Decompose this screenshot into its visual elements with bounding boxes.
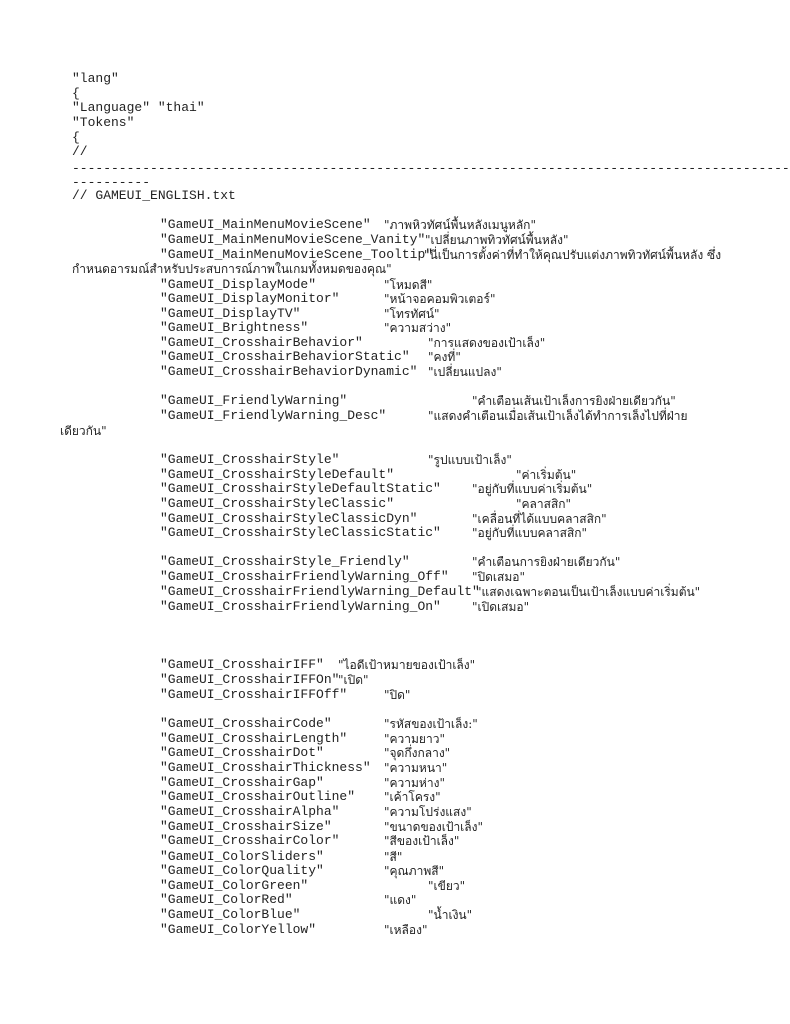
tokens-line: "Tokens" bbox=[72, 115, 135, 130]
entry-key: "GameUI_CrosshairFriendlyWarning_Default" bbox=[160, 584, 480, 599]
entry-key: "GameUI_CrosshairLength" bbox=[160, 731, 348, 746]
entry-key: "GameUI_CrosshairBehavior" bbox=[160, 335, 363, 350]
entry-value: "เปิด" bbox=[338, 673, 369, 687]
entry-value: "แสดงคำเตือนเมื่อเส้นเป้าเล็งได้ทำการเล็งไปที่ฝ่าย bbox=[428, 409, 688, 423]
entry-key: "GameUI_CrosshairStyleDefaultStatic" bbox=[160, 481, 441, 496]
entry-key: "GameUI_ColorRed" bbox=[160, 892, 293, 907]
entry-value: "เปลี่ยนภาพทิวทัศน์พื้นหลัง" bbox=[425, 233, 569, 247]
entry-key: "GameUI_CrosshairIFFOff" bbox=[160, 687, 348, 702]
entry-value: "ขนาดของเป้าเล็ง" bbox=[384, 820, 484, 834]
entry-value: "นี่เป็นการตั้งค่าที่ทำให้คุณปรับแต่งภาพทิวทัศน์พื้นหลัง ซึ่ง bbox=[424, 248, 722, 262]
entry-key: "GameUI_CrosshairStyle" bbox=[160, 452, 340, 467]
entry-key: "GameUI_MainMenuMovieScene" bbox=[160, 217, 371, 232]
entry-value: "แสดงเฉพาะตอนเป็นเป้าเล็งแบบค่าเริ่มต้น" bbox=[476, 585, 701, 599]
entry-value: "เปิดเสมอ" bbox=[472, 600, 530, 614]
entry-value: "จุดกึ่งกลาง" bbox=[384, 746, 451, 760]
language-line: "Language" "thai" bbox=[72, 100, 205, 115]
entry-key: "GameUI_CrosshairStyleClassicDyn" bbox=[160, 511, 418, 526]
entry-value: "ความโปร่งแสง" bbox=[384, 805, 472, 819]
entry-value: "อยู่กับที่แบบค่าเริ่มต้น" bbox=[472, 482, 593, 496]
entry-key: "GameUI_CrosshairBehaviorStatic" bbox=[160, 349, 410, 364]
entry-value: "อยู่กับที่แบบคลาสสิก" bbox=[472, 526, 588, 540]
brace-line: { bbox=[72, 130, 80, 145]
entry-value: "เขียว" bbox=[428, 879, 466, 893]
entry-value: "สี" bbox=[384, 850, 403, 864]
entry-key: "GameUI_DisplayTV" bbox=[160, 306, 301, 321]
entry-value: "สีของเป้าเล็ง" bbox=[384, 834, 460, 848]
entry-value: "แดง" bbox=[384, 893, 417, 907]
entry-key: "GameUI_CrosshairStyleClassicStatic" bbox=[160, 525, 441, 540]
brace-line: { bbox=[72, 86, 80, 101]
entry-value: "เหลือง" bbox=[384, 923, 428, 937]
entry-value: "ภาพหิวทัศน์พื้นหลังเมนูหลัก" bbox=[384, 218, 536, 232]
entry-value: "ความห่าง" bbox=[384, 776, 445, 790]
entry-value: "รูปแบบเป้าเล็ง" bbox=[428, 453, 512, 467]
entry-key: "GameUI_ColorQuality" bbox=[160, 863, 324, 878]
entry-value: "ปิดเสมอ" bbox=[472, 570, 525, 584]
entry-key: "GameUI_CrosshairDot" bbox=[160, 745, 324, 760]
entry-key: "GameUI_FriendlyWarning" bbox=[160, 393, 348, 408]
entry-value: "เค้าโครง" bbox=[384, 790, 441, 804]
entry-value: "คุณภาพสี" bbox=[384, 864, 445, 878]
entry-key: "GameUI_CrosshairCode" bbox=[160, 716, 332, 731]
entry-value: "โหมดสี" bbox=[384, 278, 433, 292]
entry-value: "คงที่" bbox=[428, 350, 461, 364]
entry-key: "GameUI_CrosshairGap" bbox=[160, 775, 324, 790]
entry-key: "GameUI_CrosshairAlpha" bbox=[160, 804, 340, 819]
entry-value: "ความสว่าง" bbox=[384, 321, 452, 335]
entry-key: "GameUI_CrosshairFriendlyWarning_On" bbox=[160, 599, 441, 614]
file-comment: // GAMEUI_ENGLISH.txt bbox=[72, 188, 236, 203]
separator-line: -------------------------------------------------------------------------------------------- bbox=[72, 161, 790, 176]
entry-key: "GameUI_Brightness" bbox=[160, 320, 309, 335]
entry-value: "เคลื่อนที่ได้แบบคลาสสิก" bbox=[472, 512, 607, 526]
entry-key: "GameUI_CrosshairBehaviorDynamic" bbox=[160, 364, 418, 379]
entry-value: "ไอดีเป้าหมายของเป้าเล็ง" bbox=[338, 658, 476, 672]
comment-line: // bbox=[72, 144, 88, 159]
entry-value: "ปิด" bbox=[384, 688, 411, 702]
entry-key: "GameUI_DisplayMode" bbox=[160, 277, 317, 292]
entry-key: "GameUI_CrosshairStyle_Friendly" bbox=[160, 554, 410, 569]
entry-value: "ความหนา" bbox=[384, 761, 448, 775]
entry-value: "หน้าจอคอมพิวเตอร์" bbox=[384, 292, 496, 306]
lang-line: "lang" bbox=[72, 71, 119, 86]
entry-key: "GameUI_ColorBlue" bbox=[160, 907, 301, 922]
entry-key: "GameUI_CrosshairSize" bbox=[160, 819, 332, 834]
entry-key: "GameUI_CrosshairIFFOn" bbox=[160, 672, 340, 687]
entry-key: "GameUI_MainMenuMovieScene_Vanity" bbox=[160, 232, 426, 247]
entry-value: "ความยาว" bbox=[384, 732, 445, 746]
entry-value: "คลาสสิก" bbox=[516, 497, 572, 511]
entry-value-continued: เดียวกัน" bbox=[60, 424, 107, 438]
entry-value-continued: กำหนดอารมณ์สำหรับประสบการณ์ภาพในเกมทั้งหมดของคุณ" bbox=[72, 262, 392, 276]
entry-key: "GameUI_CrosshairStyleClassic" bbox=[160, 496, 395, 511]
entry-key: "GameUI_CrosshairOutline" bbox=[160, 789, 356, 804]
entry-key: "GameUI_CrosshairIFF" bbox=[160, 657, 324, 672]
entry-value: "เปลี่ยนแปลง" bbox=[428, 365, 502, 379]
entry-key: "GameUI_ColorGreen" bbox=[160, 878, 309, 893]
separator-line: ---------- bbox=[72, 175, 151, 190]
entry-value: "คำเตือนการยิงฝ่ายเดียวกัน" bbox=[472, 555, 621, 569]
entry-key: "GameUI_FriendlyWarning_Desc" bbox=[160, 408, 387, 423]
entry-key: "GameUI_CrosshairFriendlyWarning_Off" bbox=[160, 569, 449, 584]
entry-value: "รหัสของเป้าเล็ง:" bbox=[384, 717, 478, 731]
entry-value: "คำเตือนเส้นเป้าเล็งการยิงฝ่ายเดียวกัน" bbox=[472, 394, 676, 408]
entry-value: "น้ำเงิน" bbox=[428, 908, 473, 922]
entry-key: "GameUI_CrosshairStyleDefault" bbox=[160, 467, 395, 482]
entry-key: "GameUI_MainMenuMovieScene_Tooltip" bbox=[160, 247, 434, 262]
entry-key: "GameUI_CrosshairColor" bbox=[160, 833, 340, 848]
entry-value: "การแสดงของเป้าเล็ง" bbox=[428, 336, 546, 350]
entry-key: "GameUI_ColorYellow" bbox=[160, 922, 317, 937]
entry-key: "GameUI_ColorSliders" bbox=[160, 849, 324, 864]
entry-key: "GameUI_DisplayMonitor" bbox=[160, 291, 340, 306]
entry-value: "ค่าเริ่มต้น" bbox=[516, 468, 577, 482]
entry-value: "โทรทัศน์" bbox=[384, 307, 440, 321]
entry-key: "GameUI_CrosshairThickness" bbox=[160, 760, 371, 775]
